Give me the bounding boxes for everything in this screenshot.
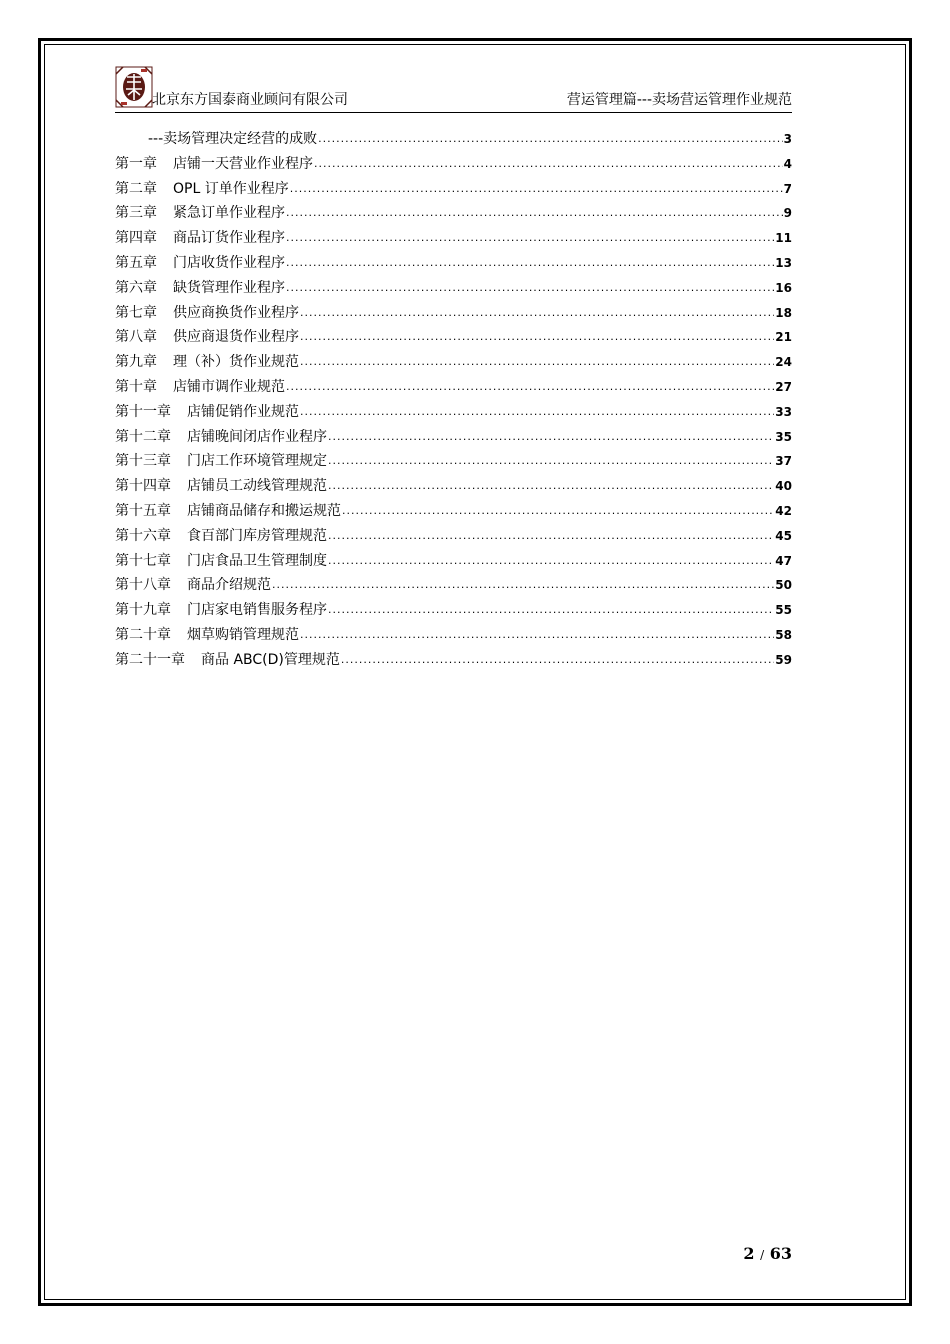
page-current: 2 [743,1244,755,1263]
toc-page-number: 13 [775,255,792,270]
toc-chapter-number: 第二十章 [115,626,171,643]
toc-dot-leader [328,448,774,474]
toc-chapter-title: 商品 ABC(D)管理规范 [201,651,340,668]
toc-chapter-number: 第八章 [115,329,157,346]
toc-chapter-number: 第九章 [115,354,157,371]
toc-chapter-title: 缺货管理作业程序 [173,279,285,296]
toc-chapter-title: 商品介绍规范 [187,577,271,594]
company-name: 北京东方国泰商业顾问有限公司 [152,92,348,108]
toc-entry-label [115,201,285,226]
toc-dot-leader [328,548,774,574]
toc-entry[interactable] [115,400,792,425]
toc-dot-leader [328,473,774,499]
toc-entry-label [115,251,285,276]
toc-page-number: 21 [775,330,792,345]
toc-entry[interactable] [115,226,792,251]
toc-chapter-title: 店铺晚间闭店作业程序 [187,428,327,445]
toc-dot-leader [286,374,774,400]
toc-page-number: 27 [775,379,792,394]
toc-page-number: 11 [775,231,792,246]
toc-dot-leader [318,126,782,152]
toc-dot-leader [300,300,774,326]
toc-dot-leader [300,349,774,375]
toc-page-number: 24 [775,355,792,370]
toc-entry-label [115,276,285,301]
toc-chapter-title: 门店工作环境管理规定 [187,453,327,470]
toc-entry-label [115,499,341,524]
toc-chapter-number: 第二十一章 [115,651,185,668]
toc-chapter-title: 店铺员工动线管理规范 [187,478,327,495]
document-title: 营运管理篇---卖场营运管理作业规范 [566,92,792,108]
toc-dot-leader [300,324,774,350]
toc-page-number: 47 [775,553,792,568]
toc-chapter-number: 第五章 [115,254,157,271]
toc-entry-label [115,449,327,474]
toc-entry-label [115,549,327,574]
toc-chapter-number: 第十七章 [115,552,171,569]
toc-chapter-title: 食百部门库房管理规范 [187,527,327,544]
toc-entry-label [115,350,299,375]
toc-page-number: 7 [783,181,792,196]
toc-page-number: 18 [775,305,792,320]
page-number [743,1244,792,1263]
toc-entry[interactable] [115,549,792,574]
toc-page-number: 59 [775,652,792,667]
toc-chapter-title: 店铺市调作业规范 [173,378,285,395]
toc-entry[interactable] [115,474,792,499]
toc-chapter-title: 紧急订单作业程序 [173,205,285,222]
toc-chapter-title: 店铺商品储存和搬运规范 [187,502,341,519]
toc-entry[interactable] [115,201,792,226]
toc-chapter-title: 供应商换货作业程序 [173,304,299,321]
toc-chapter-number: 第十一章 [115,403,171,420]
toc-page-number: 35 [775,429,792,444]
toc-dot-leader [290,176,783,202]
toc-dot-leader [328,424,774,450]
toc-chapter-number: 第十九章 [115,602,171,619]
toc-page-number: 50 [775,578,792,593]
toc-page-number: 45 [775,528,792,543]
toc-chapter-number: 第十章 [115,378,157,395]
toc-entry[interactable] [115,177,792,202]
toc-entry[interactable] [115,449,792,474]
toc-chapter-number: 第二章 [115,180,157,197]
toc-chapter-title: OPL 订单作业程序 [173,180,289,197]
toc-page-number: 16 [775,280,792,295]
toc-chapter-number: 第一章 [115,155,157,172]
toc-entry[interactable] [115,350,792,375]
toc-page-number: 4 [783,156,792,171]
toc-page-number: 33 [775,404,792,419]
table-of-contents [115,127,792,673]
toc-entry-label [115,375,285,400]
toc-entry-label [115,226,285,251]
toc-entry[interactable] [115,623,792,648]
toc-chapter-title: 理（补）货作业规范 [173,354,299,371]
toc-chapter-title: 门店收货作业程序 [173,254,285,271]
toc-dot-leader [286,225,774,251]
toc-dot-leader [300,622,774,648]
toc-entry[interactable] [115,524,792,549]
toc-page-number: 9 [783,206,792,221]
toc-dot-leader [286,250,774,276]
toc-entry[interactable] [115,127,792,152]
toc-entry[interactable] [115,598,792,623]
page-separator: / [760,1248,765,1262]
toc-entry-label [115,400,299,425]
toc-dot-leader [272,572,774,598]
toc-entry-label [115,573,271,598]
page-total: 63 [769,1244,792,1263]
toc-entry[interactable] [115,648,792,673]
toc-dot-leader [341,647,774,673]
toc-dot-leader [314,151,783,177]
toc-chapter-title: 供应商退货作业程序 [173,329,299,346]
toc-dot-leader [328,523,774,549]
toc-chapter-title: 烟草购销管理规范 [187,626,299,643]
toc-entry[interactable] [115,152,792,177]
toc-entry[interactable] [115,499,792,524]
toc-entry-label [115,152,313,177]
toc-entry[interactable] [115,425,792,450]
toc-dot-leader [286,200,783,226]
toc-dot-leader [328,597,774,623]
toc-page-number: 55 [775,603,792,618]
page-header [115,64,792,113]
toc-entry-label [115,648,340,673]
toc-chapter-title: 商品订货作业程序 [173,230,285,247]
toc-entry-label [115,301,299,326]
toc-entry[interactable] [115,251,792,276]
toc-entry-label [115,524,327,549]
company-logo-icon [115,66,153,108]
toc-entry-label [115,474,327,499]
toc-dot-leader [342,498,774,524]
toc-chapter-number: 第十四章 [115,478,171,495]
toc-entry[interactable] [115,276,792,301]
toc-chapter-title: 店铺一天营业作业程序 [173,155,313,172]
toc-entry[interactable] [115,573,792,598]
toc-chapter-title: 门店家电销售服务程序 [187,602,327,619]
toc-chapter-number: 第十三章 [115,453,171,470]
toc-page-number: 37 [775,454,792,469]
toc-entry-label [115,325,299,350]
toc-entry[interactable] [115,325,792,350]
toc-entry-label [115,598,327,623]
toc-page-number: 42 [775,503,792,518]
toc-entry[interactable] [115,301,792,326]
toc-chapter-number: 第十八章 [115,577,171,594]
toc-chapter-number: 第十五章 [115,502,171,519]
toc-entry-label [115,623,299,648]
toc-chapter-number: 第四章 [115,230,157,247]
toc-chapter-number: 第十二章 [115,428,171,445]
toc-page-number: 58 [775,627,792,642]
toc-chapter-number: 第六章 [115,279,157,296]
toc-entry-label [115,425,327,450]
toc-page-number: 3 [783,132,792,146]
toc-entry-label [148,127,317,152]
toc-entry-label [115,177,289,202]
toc-page-number: 40 [775,479,792,494]
toc-chapter-title: 店铺促销作业规范 [187,403,299,420]
toc-chapter-title: ---卖场管理决定经营的成败 [148,131,318,147]
toc-chapter-title: 门店食品卫生管理制度 [187,552,327,569]
toc-dot-leader [286,275,774,301]
toc-chapter-number: 第三章 [115,205,157,222]
toc-chapter-number: 第七章 [115,304,157,321]
toc-dot-leader [300,399,774,425]
toc-entry[interactable] [115,375,792,400]
toc-chapter-number: 第十六章 [115,527,171,544]
